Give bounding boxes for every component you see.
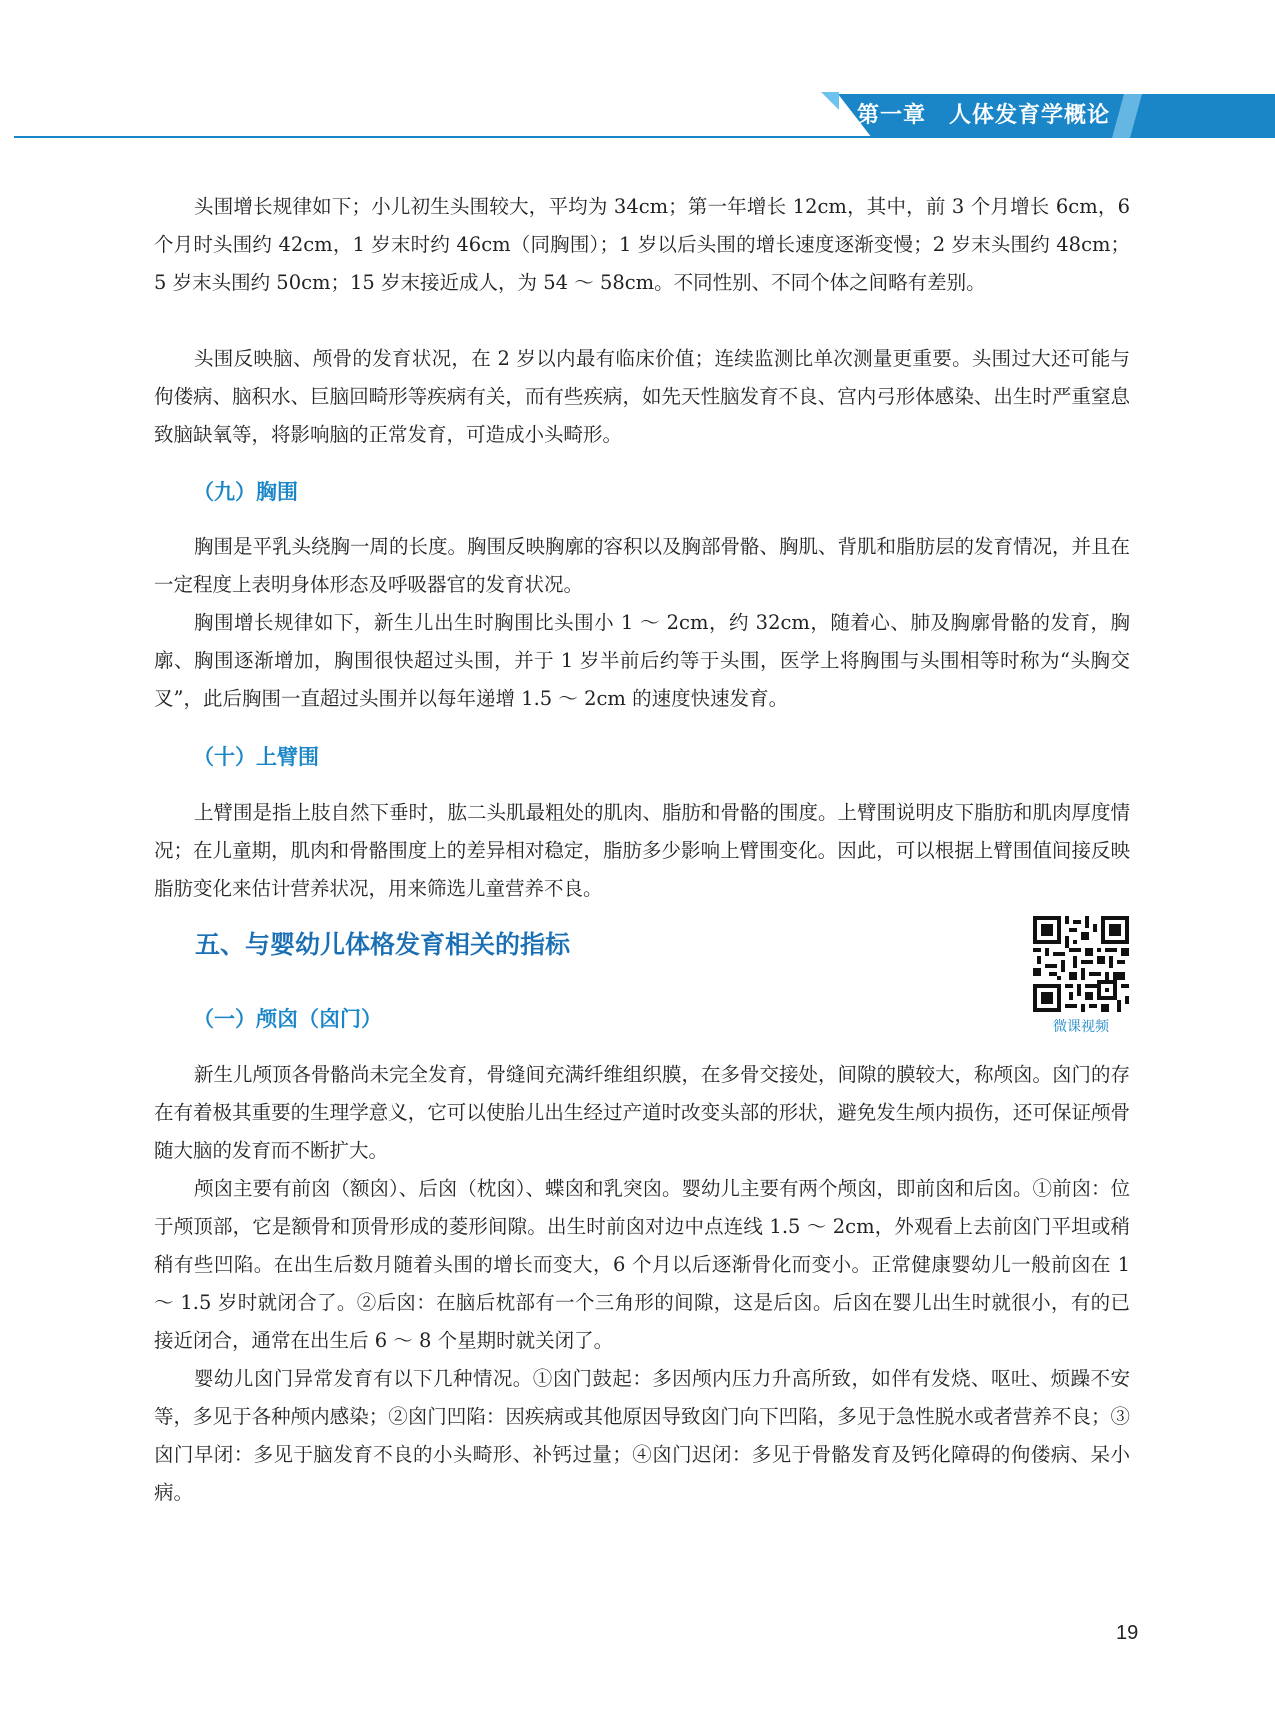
chapter-tab-decoration (821, 92, 839, 110)
subheading-upper-arm-circumference: （十）上臂围 (193, 745, 319, 769)
section-heading: 五、与婴幼儿体格发育相关的指标 (195, 930, 571, 959)
paragraph-chest-circumference-definition: 胸围是平乳头绕胸一周的长度。胸围反映胸廓的容积以及胸部骨骼、胸肌、背肌和脂肪层的发育情况，并且在一定程度上表明身体形态及呼吸器官的发育状况。 (154, 535, 1131, 596)
paragraph-chest-circumference-growth: 胸围增长规律如下，新生儿出生时胸围比头围小 1 ～ 2cm，约 32cm，随着心、肺及胸廓骨骼的发育，胸廓、胸围逐渐增加，胸围很快超过头围，并于 1 岁半前后约等于头围，医学上将胸围与头围相等时称为“头胸交叉”，此后胸围一直超过头围并以每年递增 1.5 ～ 2cm 的速度快速发育。 (154, 611, 1130, 710)
qr-code-icon[interactable] (1033, 916, 1129, 1012)
paragraph-fontanelle-abnormalities: 婴幼儿囟门异常发育有以下几种情况。①囟门鼓起：多因颅内压力升高所致，如伴有发烧、呕吐、烦躁不安等，多见于各种颅内感染；②囟门凹陷：因疾病或其他原因导致囟门向下凹陷，多见于急性脱水或者营养不良；③囟门早闭：多见于脑发育不良的小头畸形、补钙过量；④囟门迟闭：多见于骨骼发育及钙化障碍的佝偻病、呆小病。 (154, 1367, 1130, 1504)
subheading-chest-circumference: （九）胸围 (193, 480, 298, 504)
subheading-fontanelle: （一）颅囟（囟门） (193, 1007, 382, 1031)
paragraph-fontanelle-types: 颅囟主要有前囟（额囟）、后囟（枕囟）、蝶囟和乳突囟。婴幼儿主要有两个颅囟，即前囟和后囟。①前囟：位于颅顶部，它是额骨和顶骨形成的菱形间隙。出生时前囟对边中点连线 1.5 ～ 2cm，外观看上去前囟门平坦或稍稍有些凹陷。在出生后数月随着头围的增长而变大，6 个月以后逐渐骨化而变小。正常健康婴幼儿一般前囟在 1 ～ 1.5 岁时就闭合了。②后囟：在脑后枕部有一个三角形的间隙，这是后囟。后囟在婴儿出生时就很小，有的已接近闭合，通常在出生后 6 ～ 8 个星期时就关闭了。 (154, 1177, 1131, 1352)
page-number: 19 (1116, 1622, 1139, 1644)
paragraph-upper-arm-circumference: 上臂围是指上肢自然下垂时，肱二头肌最粗处的肌肉、脂肪和骨骼的围度。上臂围说明皮下脂肪和肌肉厚度情况；在儿童期，肌肉和骨骼围度上的差异相对稳定，脂肪多少影响上臂围变化。因此，可以根据上臂围值间接反映脂肪变化来估计营养状况，用来筛选儿童营养不良。 (154, 801, 1131, 900)
paragraph-fontanelle-definition: 新生儿颅顶各骨骼尚未完全发育，骨缝间充满纤维组织膜，在多骨交接处，间隙的膜较大，称颅囟。囟门的存在有着极其重要的生理学意义，它可以使胎儿出生经过产道时改变头部的形状，避免发生颅内损伤，还可保证颅骨随大脑的发育而不断扩大。 (154, 1063, 1131, 1162)
paragraph-head-circumference-significance: 头围反映脑、颅骨的发育状况，在 2 岁以内最有临床价值；连续监测比单次测量更重要。头围过大还可能与佝偻病、脑积水、巨脑回畸形等疾病有关，而有些疾病，如先天性脑发育不良、宫内弓形体感染、出生时严重窒息致脑缺氧等，将影响脑的正常发育，可造成小头畸形。 (154, 347, 1130, 446)
qr-code-label: 微课视频 (1053, 1019, 1109, 1035)
chapter-title: 第一章 人体发育学概论 (857, 103, 1111, 128)
paragraph-head-circumference-growth: 头围增长规律如下；小儿初生头围较大，平均为 34cm；第一年增长 12cm，其中，前 3 个月增长 6cm，6 个月时头围约 42cm，1 岁末时约 46cm（同胸围）；1 岁以后头围的增长速度逐渐变慢；2 岁末头围约 48cm；5 岁末头围约 50cm；15 岁末接近成人，为 54 ～ 58cm。不同性别、不同个体之间略有差别。 (154, 195, 1130, 294)
